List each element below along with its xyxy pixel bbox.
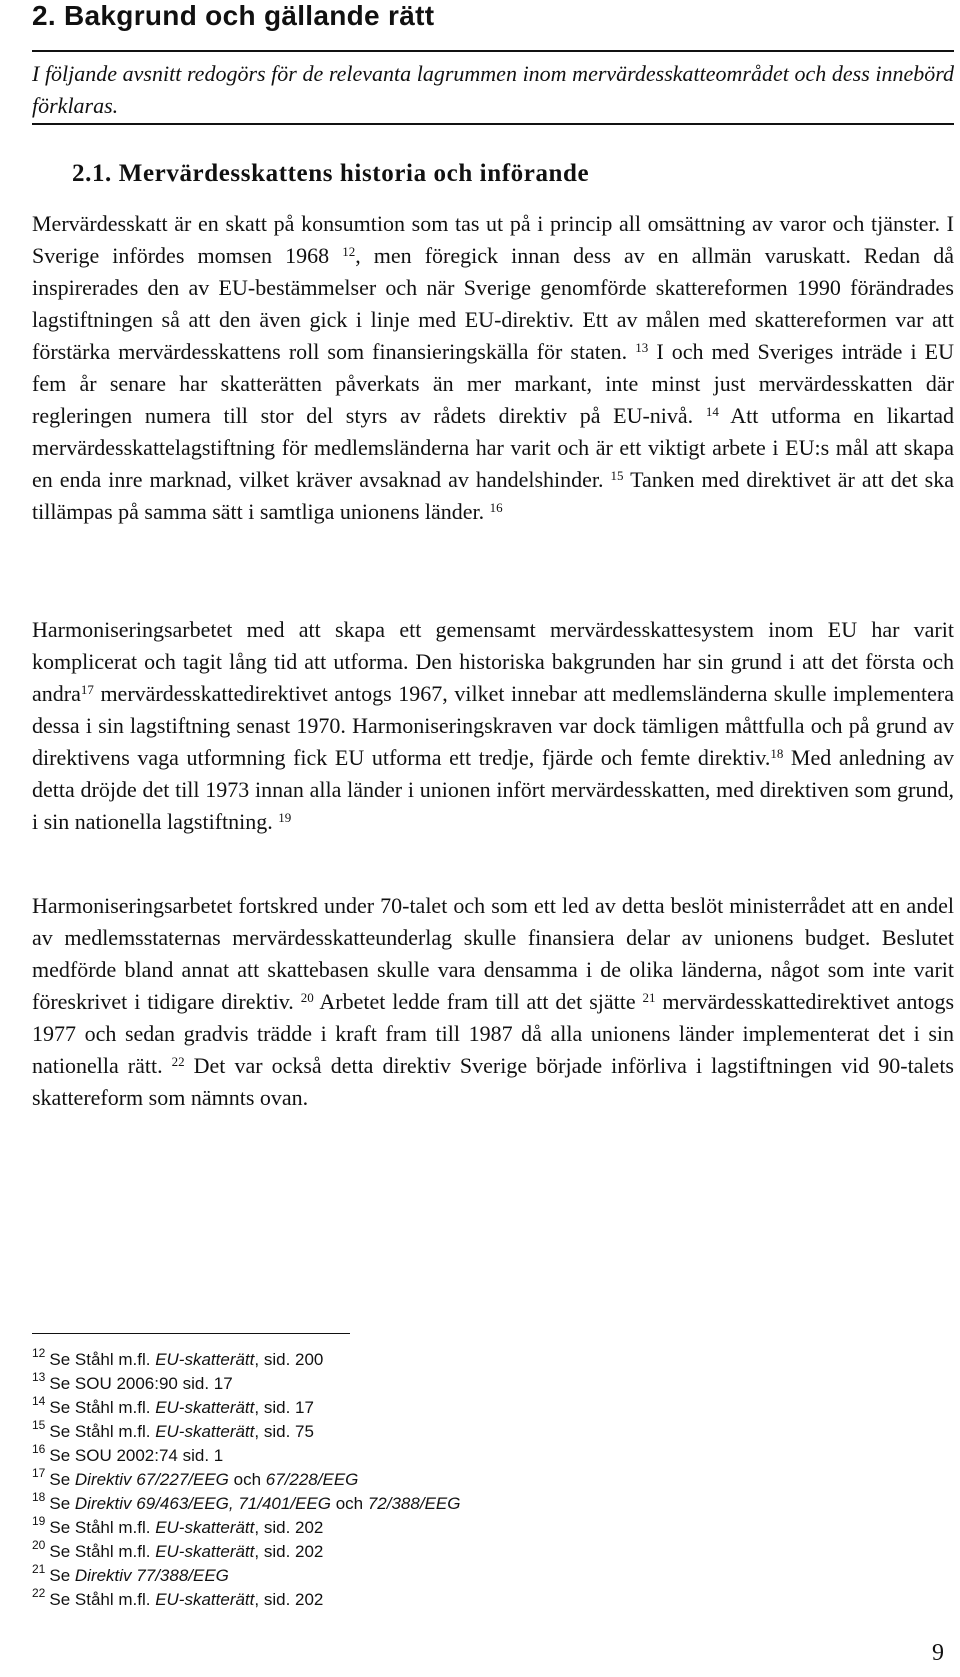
footnote-text: , sid. 202 — [254, 1518, 324, 1537]
footnote-item — [32, 1420, 460, 1444]
footnote-citation-italic: Direktiv 77/388/EEG — [74, 1566, 229, 1585]
footnote-item — [32, 1468, 460, 1492]
page-number: 9 — [932, 1640, 944, 1666]
footnote-text: och — [228, 1470, 266, 1489]
footnote-number: 15 — [32, 1418, 46, 1432]
paragraph-1 — [32, 208, 954, 528]
footnote-text: Se — [49, 1566, 75, 1585]
footnote-item — [32, 1372, 460, 1396]
paragraph-text: Det var också detta direktiv Sverige började införliva i lagstiftningen vid 90-talets skattereform som nämnts ovan. — [32, 1053, 954, 1110]
footnote-number: 19 — [32, 1514, 46, 1528]
footnote-citation-italic: 67/228/EEG — [265, 1470, 359, 1489]
footnote-reference: 12 — [342, 244, 356, 259]
footnote-item — [32, 1564, 460, 1588]
footnote-reference: 14 — [705, 404, 719, 419]
footnote-text: Se Ståhl m.fl. — [49, 1590, 156, 1609]
footnote-text: Se SOU 2006:90 sid. 17 — [49, 1374, 233, 1393]
paragraph-text: I och med Sveriges inträde i EU fem år senare har skatterätten påverkats än mer markant, inte minst just mervärdesskatten där regleringen numera till stor del styrs av rådets direktiv på EU-nivå. — [32, 339, 954, 428]
footnote-citation-italic: EU-skatterätt — [155, 1398, 255, 1417]
footnote-number: 21 — [32, 1562, 46, 1576]
footnote-citation-italic: EU-skatterätt — [155, 1542, 255, 1561]
footnote-number: 17 — [32, 1466, 46, 1480]
footnote-number: 20 — [32, 1538, 46, 1552]
footnote-reference: 18 — [770, 746, 784, 761]
footnote-text: , sid. 17 — [254, 1398, 314, 1417]
footnote-number: 13 — [32, 1370, 46, 1384]
section-heading: 2. Bakgrund och gällande rätt — [32, 0, 435, 31]
footnote-number: 16 — [32, 1442, 46, 1456]
paragraph-text: Tanken med direktivet är att det ska tillämpas på samma sätt i samtliga unionens länder. — [32, 467, 955, 524]
footnote-text: och — [330, 1494, 368, 1513]
paragraph-text: , men föregick innan dess av en allmän varuskatt. Redan då inspirerades den av EU-bestämmelser och när Sverige genomförde skattereformen 1990 förändrades lagstiftningen så att den även gick i linje med EU-direktiv. Ett av målen med skattereformen var att förstärka mervärdesskattens roll som finansieringskälla för staten. — [32, 243, 954, 364]
footnote-reference: 22 — [171, 1054, 185, 1069]
footnote-text: Se Ståhl m.fl. — [49, 1422, 156, 1441]
footnote-citation-italic: EU-skatterätt — [155, 1350, 255, 1369]
paragraph-text: Att utforma en likartad mervärdesskattelagstiftning för medlemsländerna har varit och är ett viktigt arbete i EU:s mål att skapa en enda inre marknad, vilket kräver avsaknad av handelshinder. — [32, 403, 954, 492]
paragraph-text: Harmoniseringsarbetet fortskred under 70-talet och som ett led av detta beslöt ministerrådet att en andel av medlemsstaternas mervärdesskatteunderlag skulle finansiera delar av unionens budget. Beslutet medförde bland annat att skattebasen skulle vara densamma i de olika länderna, något som inte varit föreskrivet i tidigare direktiv. — [32, 893, 954, 1014]
footnote-text: , sid. 75 — [254, 1422, 314, 1441]
paragraph-text: Arbetet ledde fram till att det sjätte — [313, 989, 643, 1014]
footnote-text: Se Ståhl m.fl. — [49, 1518, 156, 1537]
footnote-citation-italic: EU-skatterätt — [155, 1518, 255, 1537]
footnote-text: Se Ståhl m.fl. — [49, 1398, 156, 1417]
footnote-reference: 21 — [642, 990, 656, 1005]
paragraph-2 — [32, 614, 954, 838]
paragraph-text: mervärdesskattedirektivet antogs 1967, vilket innebar att medlemsländerna skulle implementera dessa i sin lagstiftning senast 1970. Harmoniseringskraven var dock tämligen måttfulla och på grund av direktivens vaga utformning fick EU utforma ett tredje, fjärde och femte direktiv. — [32, 681, 954, 770]
footnote-reference: 15 — [610, 468, 624, 483]
footnote-citation-italic: EU-skatterätt — [155, 1590, 255, 1609]
footnote-text: Se — [49, 1470, 75, 1489]
footnote-item — [32, 1396, 460, 1420]
footnote-item — [32, 1588, 460, 1612]
footnote-text: Se Ståhl m.fl. — [49, 1350, 156, 1369]
document-page — [32, 0, 954, 1677]
footnote-citation-italic: Direktiv 67/227/EEG — [74, 1470, 229, 1489]
footnote-separator — [32, 1333, 350, 1334]
footnote-citation-italic: EU-skatterätt — [155, 1422, 255, 1441]
footnote-reference: 19 — [278, 810, 292, 825]
footnote-reference: 17 — [80, 682, 94, 697]
paragraph-text: Harmoniseringsarbetet med att skapa ett gemensamt mervärdesskattesystem inom EU har varit komplicerat och tagit lång tid att utforma. Den historiska bakgrunden har sin grund i att det första och andra — [32, 617, 954, 706]
footnote-number: 18 — [32, 1490, 46, 1504]
footnote-text: Se SOU 2002:74 sid. 1 — [49, 1446, 224, 1465]
footnote-reference: 16 — [489, 500, 503, 515]
paragraph-text: Med anledning av detta dröjde det till 1973 innan alla länder i unionen infört mervärdesskatten, med direktiven som grund, i sin nationella lagstiftning. — [32, 745, 954, 834]
paragraph-3 — [32, 890, 954, 1114]
intro-text: I följande avsnitt redogörs för de relevanta lagrummen inom mervärdesskatteområdet och dess innebörd förklaras. — [32, 61, 954, 118]
footnote-number: 12 — [32, 1346, 46, 1360]
footnote-item — [32, 1492, 460, 1516]
footnote-item — [32, 1444, 460, 1468]
intro-bottom-rule — [32, 123, 954, 125]
footnote-item — [32, 1516, 460, 1540]
intro-top-rule — [32, 50, 954, 52]
footnote-citation-italic: 72/388/EEG — [367, 1494, 461, 1513]
footnote-item — [32, 1540, 460, 1564]
paragraph-text: mervärdesskattedirektivet antogs 1977 och sedan gradvis trädde i kraft fram till 1987 då alla unionens länder implementerat det i sin nationella rätt. — [32, 989, 955, 1078]
footnote-reference: 13 — [635, 340, 649, 355]
footnote-text: , sid. 200 — [254, 1350, 324, 1369]
subsection-heading: 2.1. Mervärdesskattens historia och införande — [72, 160, 590, 187]
footnote-reference: 20 — [300, 990, 314, 1005]
footnote-text: Se Ståhl m.fl. — [49, 1542, 156, 1561]
footnote-text: Se — [49, 1494, 75, 1513]
footnote-text: , sid. 202 — [254, 1590, 324, 1609]
footnote-citation-italic: Direktiv 69/463/EEG, 71/401/EEG — [74, 1494, 331, 1513]
paragraph-text: Mervärdesskatt är en skatt på konsumtion som tas ut på i princip all omsättning av varor och tjänster. I Sverige infördes momsen 1968 — [32, 211, 954, 268]
footnote-number: 14 — [32, 1394, 46, 1408]
footnote-list — [32, 1348, 460, 1612]
footnote-number: 22 — [32, 1586, 46, 1600]
footnote-text: , sid. 202 — [254, 1542, 324, 1561]
footnote-item — [32, 1348, 460, 1372]
